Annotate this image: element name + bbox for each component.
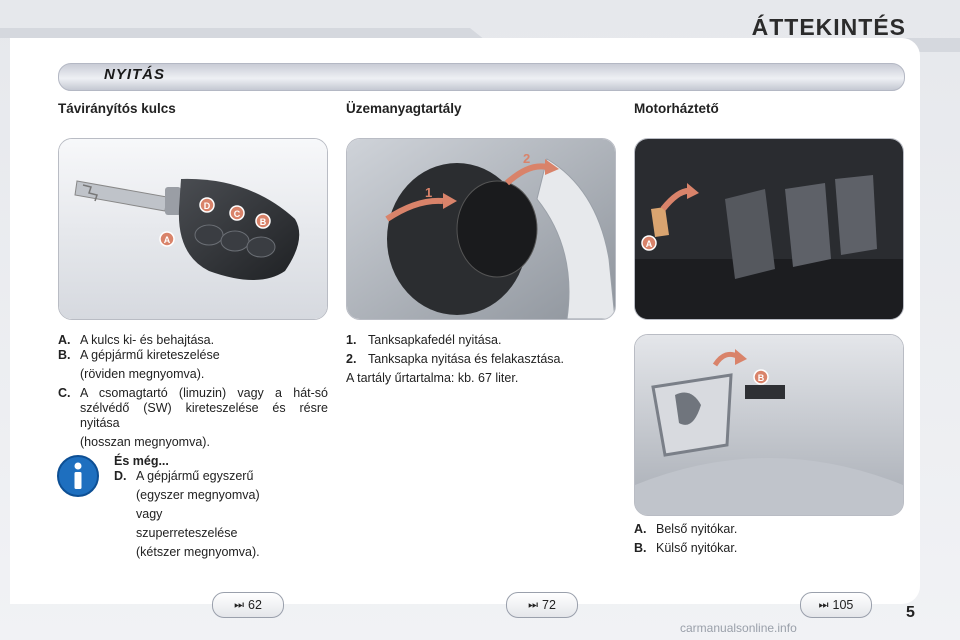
fast-forward-icon: ⏭ bbox=[528, 598, 538, 611]
page-ref-62[interactable]: ⏭ 62 bbox=[212, 592, 284, 618]
remote-key-image bbox=[58, 138, 328, 320]
page-title: ÁTTEKINTÉS bbox=[751, 14, 906, 40]
fuel-cap-image bbox=[346, 138, 616, 320]
remote-key-text bbox=[58, 333, 328, 450]
section-title: NYITÁS bbox=[104, 66, 166, 83]
fuel-tank-text bbox=[346, 333, 626, 386]
list-item-note: (röviden megnyomva). bbox=[80, 367, 205, 381]
info-box-text: És még... D. A gépjármű egyszerű (egyszer megnyomva) vagy szuperreteszelése (kétszer megnyomva). bbox=[114, 454, 314, 560]
bonnet-text bbox=[634, 522, 902, 556]
list-item: 1. Tanksapkafedél nyitása. bbox=[346, 333, 502, 347]
callout-2: 2 bbox=[523, 151, 531, 166]
list-item: B. Külső nyitókar. bbox=[634, 541, 738, 555]
list-item-note: (hosszan megnyomva). bbox=[80, 435, 210, 449]
info-title: És még... bbox=[114, 454, 169, 468]
callout-1: 1 bbox=[425, 185, 433, 200]
callout-outer-b: B bbox=[757, 373, 765, 383]
bonnet-inner-lever-image bbox=[634, 138, 904, 320]
page-number: 5 bbox=[906, 604, 915, 621]
callout-d-label: D bbox=[203, 201, 211, 211]
fast-forward-icon: ⏭ bbox=[818, 598, 829, 611]
callout-a-label: A bbox=[163, 235, 171, 245]
section-bar bbox=[58, 63, 905, 91]
fuel-capacity: A tartály űrtartalma: kb. 67 liter. bbox=[346, 371, 519, 385]
callout-c-label: C bbox=[233, 209, 241, 219]
list-item: D. A gépjármű egyszerű bbox=[114, 469, 254, 483]
bonnet-outer-lever-image bbox=[634, 334, 904, 516]
callout-inner-a: A bbox=[645, 239, 653, 249]
list-item: 2. Tanksapka nyitása és felakasztása. bbox=[346, 352, 564, 366]
callout-b-label: B bbox=[259, 217, 267, 227]
list-item: C. A csomagtartó (limuzin) vagy a hát-só szélvédő (SW) kireteszelése és résre nyitása bbox=[58, 386, 328, 430]
list-item: B. A gépjármű kireteszelése bbox=[58, 348, 220, 362]
list-item: A. Belső nyitókar. bbox=[634, 522, 738, 536]
list-item: A. A kulcs ki- és behajtása. bbox=[58, 333, 215, 347]
fast-forward-icon: ⏭ bbox=[234, 598, 244, 611]
info-icon bbox=[56, 454, 100, 498]
watermark: carmanualsonline.info bbox=[680, 621, 797, 635]
page-ref-72[interactable]: ⏭ 72 bbox=[506, 592, 578, 618]
heading-remote-key: Távirányítós kulcs bbox=[58, 101, 176, 116]
heading-bonnet: Motorháztető bbox=[634, 101, 719, 116]
heading-fuel-tank: Üzemanyagtartály bbox=[346, 101, 462, 116]
page-ref-105[interactable]: ⏭ 105 bbox=[800, 592, 872, 618]
